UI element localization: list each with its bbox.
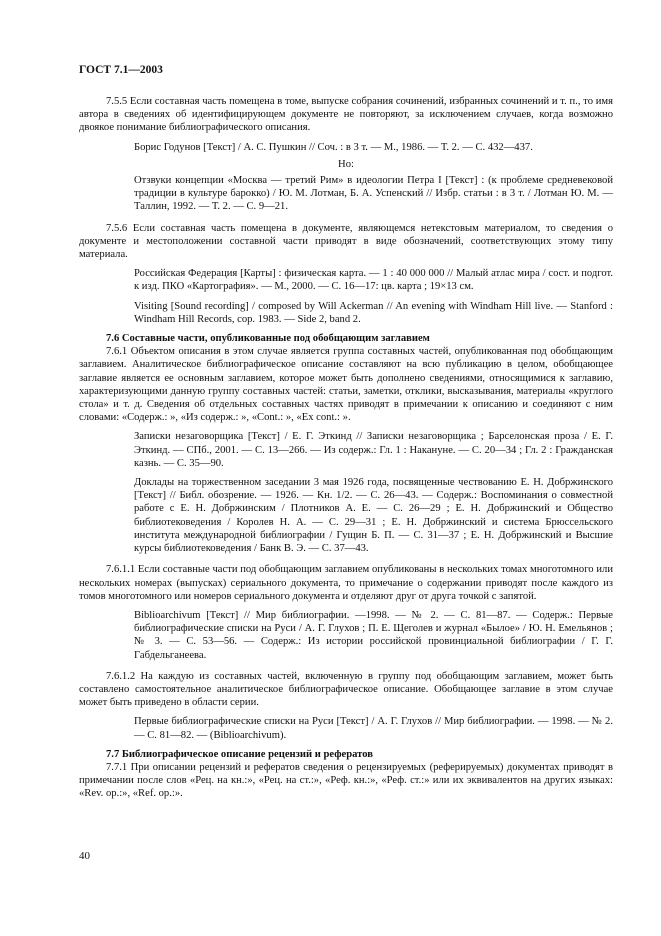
example-godunov: Борис Годунов [Текст] / А. С. Пушкин // Соч. : в 3 т. — М., 1986. — Т. 2. — С. 432—437. — [134, 141, 533, 153]
example-separator: Но: — [338, 158, 354, 170]
page-number: 40 — [79, 850, 90, 862]
paragraph-7-7-1: 7.7.1 При описании рецензий и рефератов сведения о рецензируемых (реферируемых) документах приводят в примечании после слов «Рец. на кн.:», «Рец. на ст.:», «Реф. кн.:», «Реф. ст.:» или их эквивалентов на других языках: «Rev. op.:», «Ref. op.:». — [79, 761, 613, 800]
example-zapiski: Записки незаговорщика [Текст] / Е. Г. Эткинд // Записки незаговорщика ; Барселонская проза / Е. Г. Эткинд. — СПб., 2001. — С. 13—266. — Из содерж.: Гл. 1 : Накануне. — С. 20—34 ; Гл. 2 : Гражданская казнь. — С. 35—90. — [134, 431, 613, 469]
paragraph-7-6-1: 7.6.1 Объектом описания в этом случае является группа составных частей, опубликованная под обобщающим заглавием. Аналитическое библиографическое описание составляют на всю публикацию в целом, обобщающее заглавие является ее основным заглавием, которое может быть дополнено сведениями, относящимися к заглавию, характеризующими данную группу составных частей: статьи, заметки, отклики, высказывания, материалы «круглого стола» и т. д. Сведения об отдельных составных частях приводят в примечании к описанию и соединяют с ним словами: «Содерж.: », «Из содерж.: », «Cont.: », «Ex cont.: ». — [79, 346, 613, 424]
paragraph-7-5-6: 7.5.6 Если составная часть помещена в документе, являющемся нетекстовым материалом, то сведения о документе и местоположении составной части приводят в виде обозначений, соответствующих этому типу материала. — [79, 222, 613, 261]
paragraph-7-6-1-2: 7.6.1.2 На каждую из составных частей, включенную в группу под обобщающим заглавием, может быть составлено самостоятельное аналитическое библиографическое описание. Обобщающее заглавие в этом случае может быть приведено в области серии. — [79, 670, 613, 709]
section-heading-7-6: 7.6 Составные части, опубликованные под обобщающим заглавием — [106, 333, 430, 345]
example-doklady: Доклады на торжественном заседании 3 мая 1926 года, посвященные чествованию Е. Н. Добржинского [Текст] // Библ. обозрение. — 1926. — Кн. 1/2. — С. 26—43. — Содерж.: Воспоминания о совместной работе с Е. Н. Добржинским / Плотников А. Е. — С. 26—29 ; Е. Н. Добржинский и Общество библиотековедения / Королев Н. А. — С. 29—31 ; Е. Н. Добржинский и система Брюссельского института международной библиографии / Гущин Б. П. — С. 31—37 ; Е. Н. Добржинский и Высшие курсы библиотековедения / Банк В. Э. — С. 37—43. — [134, 477, 613, 555]
example-biblioarchivum: Biblioarchivum [Текст] // Мир библиографии. —1998. — № 2. — С. 81—87. — Содерж.: Первые библиографические списки на Руси / А. Г. Глухов ; П. Е. Щеголев и журнал «Былое» / Ю. Н. Емельянов ; № 3. — С. 53—56. — Содерж.: Из истории российской провинциальной библиографии / Г. Г. Габдельганеева. — [134, 609, 613, 661]
paragraph-7-6-1-1: 7.6.1.1 Если составные части под обобщающим заглавием опубликованы в нескольких томах многотомного или нескольких номерах (выпусках) сериального документа, то примечание о содержании приводят после каждого из томов многотомного или номеров сериального документа и отделяют друг от друга точкой с запятой. — [79, 564, 613, 602]
section-heading-7-7: 7.7 Библиографическое описание рецензий и рефератов — [106, 748, 373, 760]
example-pervye: Первые библиографические списки на Руси [Текст] / А. Г. Глухов // Мир библиографии. — 1998. — № 2. — С. 81—82. — (Biblioarchivum). — [134, 716, 613, 741]
paragraph-7-5-5: 7.5.5 Если составная часть помещена в томе, выпуске собрания сочинений, избранных сочинений и т. п., то имя автора в сведениях об идентифицирующем документе не повторяют, за исключением случаев, когда возможно двоякое понимание библиографического описания. — [79, 96, 613, 134]
example-rf-map: Российская Федерация [Карты] : физическая карта. — 1 : 40 000 000 // Малый атлас мира / сост. и подгот. к изд. ПКО «Картография». — М., 2000. — С. 16—17: цв. карта ; 19×13 см. — [134, 268, 613, 293]
page-body — [79, 95, 613, 801]
page-header: ГОСТ 7.1—2003 — [79, 64, 163, 76]
example-visiting: Visiting [Sound recording] / composed by Will Ackerman // An evening with Windham Hill live. — Stanford : Windham Hill Records, cop. 1983. — Side 2, band 2. — [134, 300, 613, 325]
example-otzvuki: Отзвуки концепции «Москва — третий Рим» в идеологии Петра I [Текст] : (к проблеме средневековой традиции в культуре барокко) / Ю. М. Лотман, Б. А. Успенский // Избр. статьи : в 3 т. / Лотман Ю. М. — Таллин, 1992. — Т. 2. — С. 9—21. — [134, 175, 613, 213]
